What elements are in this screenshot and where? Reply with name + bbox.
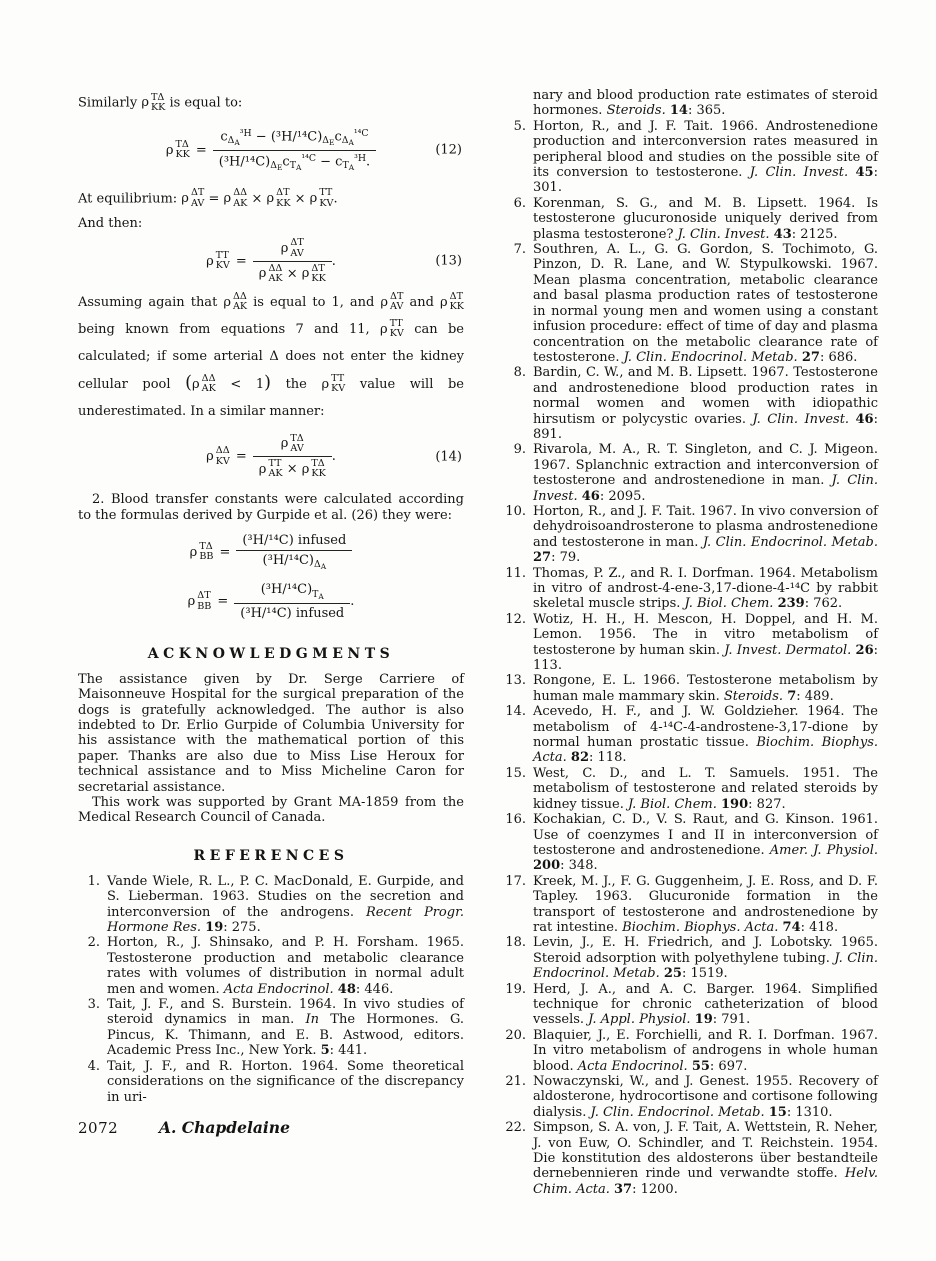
reference-number: 21. — [505, 1074, 526, 1089]
reference-text: Nowaczynski, W., and J. Genest. 1955. Recovery of aldosterone, hydrocortisone and cortisone following dialysis. J. Clin. Endocrinol. Metab. 15: 1310. — [533, 1074, 878, 1120]
reference-text: Horton, R., and J. F. Tait. 1967. In vivo conversion of dehydroisoandrosterone to plasma androstenedione and testosterone in man. J. Clin. Endocrinol. Metab. 27: 79. — [533, 503, 878, 566]
equation-bb2-body — [188, 581, 355, 621]
and-then-line: And then: — [78, 216, 143, 232]
page-number: 2072 — [78, 1119, 119, 1137]
reference-text: Kreek, M. J., F. G. Guggenheim, J. E. Ross, and D. F. Tapley. 1963. Glucuronide formation in the transport of testosterone and androstenedione by rat intestine. Biochim. Biophys. Acta. 74: 418. — [533, 873, 878, 935]
reference-number: 1. — [87, 873, 100, 889]
equation-tail: . — [331, 253, 336, 269]
reference-list-left — [78, 874, 464, 1105]
equation-bb1-body — [190, 532, 353, 572]
reference-item — [504, 196, 878, 242]
acknowledgments-heading: ACKNOWLEDGMENTS — [147, 645, 395, 662]
reference-number: 5. — [513, 118, 526, 134]
reference-number: 4. — [87, 1058, 100, 1074]
reference-list-right — [504, 119, 878, 1197]
fraction-denominator: ρ ΔΔ AK × ρ ΔT KK — [258, 262, 326, 284]
reference-text: Horton, R., and J. F. Tait. 1966. Androstenedione production and interconversion rates measured in peripheral blood and studies on the possible site of its conversion to testosterone. J. Clin. Invest. 45: 301. — [533, 118, 878, 196]
reference-item — [78, 935, 464, 997]
reference-number: 2. — [87, 935, 100, 951]
reference-number: 7. — [513, 242, 526, 258]
equals-sign: = — [235, 449, 247, 465]
equation-bb1 — [78, 532, 464, 572]
equation-14-lhs: ρ ΔΔ KV — [206, 445, 230, 467]
fraction-numerator: $c_{\Delta_A}^{^3H} - (^3H/^{14}C)_{\Delta_E}c_{\Delta_A}^{^{14}C}$ — [213, 127, 376, 151]
equals-sign: = — [195, 142, 207, 158]
two-column-layout — [78, 88, 878, 1197]
fraction — [253, 237, 332, 284]
equilibrium-line: At equilibrium: ρ ΔT AV = ρ ΔΔ AK × ρ ΔT KK × ρ TT KV . — [78, 187, 338, 209]
fraction — [213, 127, 376, 174]
left-column — [78, 88, 464, 1197]
equals-sign: = — [235, 253, 247, 269]
fraction-numerator: $(^3H/^{14}C)_{T_A}$ — [234, 581, 350, 603]
equation-bb2 — [78, 581, 464, 621]
fraction — [236, 532, 352, 572]
reference-item — [504, 874, 878, 936]
equation-12-body — [166, 127, 376, 174]
equation-bb1-lhs: ρ TΔ BB — [189, 541, 214, 563]
equals-sign: = — [219, 544, 231, 560]
reference-text: Bardin, C. W., and M. B. Lipsett. 1967. Testosterone and androstenedione blood production rates in normal women and women with idiopathic hirsutism or polycystic ovaries. J. Clin. Invest. 46: 891. — [533, 365, 878, 442]
assuming-paragraph: Assuming again that ρ ΔΔ AK is equal to 1, and ρ ΔT AV and ρ ΔT KK being known from equations 7 and 11, ρ TT KV can be calculated; if some arterial Δ does not enter the kidney cellular pool (ρ ΔΔ AK < 1) the ρ TT KV value will be underestimated. In a similar manner: — [78, 291, 464, 419]
fraction-denominator: $(^3H/^{14}C)_{\Delta_A}$ — [262, 553, 327, 572]
fraction-numerator: (³H/¹⁴C) infused — [236, 532, 352, 551]
fraction-numerator: ρ TΔ AV — [253, 433, 332, 457]
reference-item — [504, 1120, 878, 1197]
reference-number: 10. — [505, 503, 526, 519]
reference-text: Herd, J. A., and A. C. Barger. 1964. Simplified technique for chronic catheterization of blood vessels. J. Appl. Physiol. 19: 791. — [533, 981, 878, 1028]
reference-number: 19. — [505, 981, 526, 997]
fraction — [234, 581, 350, 621]
reference-4-continuation: nary and blood production rate estimates of steroid hormones. Steroids. 14: 365. — [533, 88, 878, 119]
reference-number: 15. — [505, 765, 526, 781]
reference-text: Kochakian, C. D., V. S. Raut, and G. Kinson. 1961. Use of coenzymes I and II in interconversion of testosterone and androstenedione. Amer. J. Physiol. 200: 348. — [533, 812, 879, 874]
reference-item — [504, 442, 878, 504]
reference-item — [504, 242, 878, 365]
reference-number: 22. — [505, 1120, 526, 1136]
reference-item — [504, 566, 878, 612]
page-footer — [78, 1118, 290, 1137]
equation-tail: . — [350, 594, 355, 610]
reference-item — [504, 935, 878, 981]
reference-number: 12. — [505, 611, 526, 627]
reference-number: 16. — [505, 812, 526, 828]
reference-item — [504, 119, 878, 196]
reference-item — [504, 1028, 878, 1074]
reference-item — [78, 997, 464, 1059]
reference-number: 9. — [513, 442, 526, 458]
fraction-denominator: ρ TT AK × ρ TΔ KK — [258, 458, 326, 480]
reference-text: Thomas, P. Z., and R. I. Dorfman. 1964. Metabolism in vitro of androst-4-ene-3,17-dione-4-¹⁴C by rabbit skeletal muscle strips. J. Biol. Chem. 239: 762. — [533, 565, 878, 612]
references-heading: REFERENCES — [193, 847, 349, 864]
running-author: A. Chapdelaine — [158, 1118, 290, 1137]
reference-item — [504, 504, 878, 566]
acknowledgments-paragraph-1: The assistance given by Dr. Serge Carriere of Maisonneuve Hospital for the surgical preparation of the dogs is gratefully acknowledged. The author is also indebted to Dr. Erlio Gurpide of Columbia University for his assistance with the mathematical portion of this paper. Thanks are also due to Miss Lise Heroux for technical assistance and to Miss Micheline Caron for secretarial assistance. — [78, 671, 464, 795]
reference-number: 3. — [87, 997, 100, 1013]
equation-14-body — [206, 433, 336, 480]
fraction-denominator: $(^3H/^{14}C)_{\Delta_E}c_{T_A}^{^{14}C} - c_{T_A}^{^3H}$. — [218, 152, 371, 173]
right-column — [504, 88, 878, 1197]
reference-text: Simpson, S. A. von, J. F. Tait, A. Wettstein, R. Neher, J. von Euw, O. Schindler, and T. Reichstein. 1954. Die konstitution des aldosterons über bestandteile dernebennieren rinde und verwandte stoffe. Helv. Chim. Acta. 37: 1200. — [533, 1120, 878, 1197]
reference-item — [504, 365, 878, 442]
reference-text: Tait, J. F., and S. Burstein. 1964. In vivo studies of steroid dynamics in man. In The Hormones. G. Pincus, K. Thimann, and E. B. Astwood, editors. Academic Press Inc., New York. 5: 441. — [107, 997, 464, 1059]
acknowledgments-paragraph-2: This work was supported by Grant MA-1859 from the Medical Research Council of Canada. — [78, 795, 464, 826]
reference-text: Rongone, E. L. 1966. Testosterone metabolism by human male mammary skin. Steroids. 7: 489. — [533, 673, 878, 704]
reference-item — [504, 812, 878, 874]
reference-number: 20. — [505, 1027, 526, 1043]
reference-item — [504, 766, 878, 812]
equals-sign: = — [217, 594, 229, 610]
reference-text: Levin, J., E. H. Friedrich, and J. Lobotsky. 1965. Steroid adsorption with polyethylene tubing. J. Clin. Endocrinol. Metab. 25: 1519. — [533, 935, 879, 982]
reference-item — [504, 612, 878, 674]
reference-number: 17. — [505, 873, 526, 889]
math-intro-line: Similarly ρ TΔ KK is equal to: — [78, 91, 243, 113]
reference-number: 18. — [505, 935, 526, 951]
reference-item — [78, 1059, 464, 1105]
reference-item — [78, 874, 464, 936]
blood-transfer-paragraph: 2. Blood transfer constants were calculated according to the formulas derived by Gurpide et al. (26) they were: — [78, 492, 464, 523]
fraction-numerator: ρ ΔT AV — [253, 237, 332, 261]
reference-item — [504, 982, 878, 1028]
reference-item — [504, 1074, 878, 1120]
reference-text: Acevedo, H. F., and J. W. Goldzieher. 1964. The metabolism of 4-¹⁴C-4-androstene-3,17-dione by normal human prostatic tissue. Biochim. Biophys. Acta. 82: 118. — [533, 704, 879, 766]
reference-number: 6. — [513, 195, 526, 211]
reference-text: Korenman, S. G., and M. B. Lipsett. 1964. Is testosterone glucuronoside uniquely derived from plasma testosterone? J. Clin. Invest. 43: 2125. — [533, 195, 878, 242]
equation-number: (12) — [435, 142, 462, 158]
reference-text: Wotiz, H. H., H. Mescon, H. Doppel, and H. M. Lemon. 1956. The in vitro metabolism of testosterone by human skin. J. Invest. Dermatol. 26: 113. — [533, 611, 879, 674]
reference-text: West, C. D., and L. T. Samuels. 1951. The metabolism of testosterone and related steroids by kidney tissue. J. Biol. Chem. 190: 827. — [533, 765, 878, 812]
reference-text: Blaquier, J., E. Forchielli, and R. I. Dorfman. 1967. In vitro metabolism of androgens in whole human blood. Acta Endocrinol. 55: 697. — [533, 1027, 878, 1074]
reference-number: 14. — [505, 704, 526, 720]
equation-14 — [78, 433, 464, 480]
equation-12-lhs: ρ TΔ KK — [165, 138, 190, 161]
equation-number: (14) — [435, 449, 462, 465]
equation-bb2-lhs: ρ ΔT BB — [187, 590, 212, 612]
reference-item — [504, 704, 878, 766]
equation-13-lhs: ρ TT KV — [206, 250, 230, 272]
fraction-denominator: (³H/¹⁴C) infused — [240, 605, 345, 621]
reference-text: Rivarola, M. A., R. T. Singleton, and C. J. Migeon. 1967. Splanchnic extraction and interconversion of testosterone and androstenedione in man. J. Clin. Invest. 46: 2095. — [533, 442, 878, 504]
fraction — [253, 433, 332, 480]
reference-text: Tait, J. F., and R. Horton. 1964. Some theoretical considerations on the significance of the discrepancy in uri- — [107, 1058, 464, 1105]
reference-number: 13. — [505, 673, 526, 689]
reference-text: Vande Wiele, R. L., P. C. MacDonald, E. Gurpide, and S. Lieberman. 1963. Studies on the secretion and interconversion of the androgens. Recent Progr. Hormone Res. 19: 275. — [107, 873, 464, 936]
equation-13 — [78, 237, 464, 284]
equation-12 — [78, 127, 464, 174]
reference-item — [504, 673, 878, 704]
equation-13-body — [206, 237, 336, 284]
equation-number: (13) — [435, 253, 462, 269]
reference-number: 8. — [513, 365, 526, 381]
reference-number: 11. — [505, 565, 526, 581]
reference-text: Southren, A. L., G. G. Gordon, S. Tochimoto, G. Pinzon, D. R. Lane, and W. Stypulkowski. 1967. Mean plasma concentration, metabolic clearance and basal plasma production rates of testosterone in normal young men and women using a constant infusion procedure: effect of time of day and plasma concentration on the metabolic clearance rate of testosterone. J. Clin. Endocrinol. Metab. 27: 686. — [533, 242, 878, 365]
equation-tail: . — [331, 449, 336, 465]
reference-text: Horton, R., J. Shinsako, and P. H. Forsham. 1965. Testosterone production and metabolic clearance rates with volumes of distribution in normal adult men and women. Acta Endocrinol. 48: 446. — [107, 935, 464, 997]
